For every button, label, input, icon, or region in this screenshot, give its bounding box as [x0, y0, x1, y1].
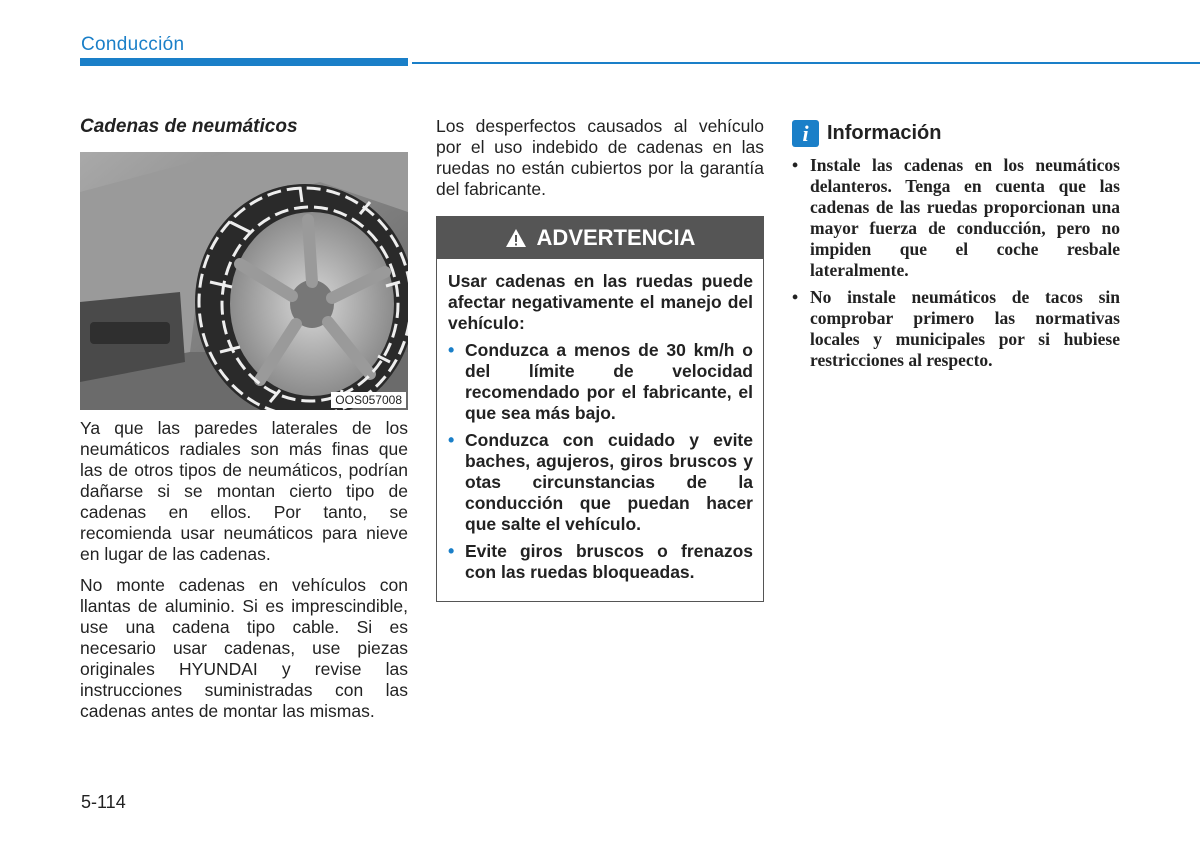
warning-item [448, 541, 753, 583]
bullet-icon: • [448, 541, 455, 561]
body-paragraph: Ya que las paredes laterales de los neumáticos radiales son más finas que las de otros tipos de neumáticos, podrían dañarse si se montan cierto tipo de cadenas en ellos. Por tanto, se recomienda usar neumáticos para nieve en lugar de las cadenas. [80, 418, 408, 564]
warning-item [448, 340, 753, 424]
bullet-icon: • [792, 287, 799, 307]
bullet-icon: • [448, 430, 455, 450]
info-header [792, 120, 1120, 147]
warranty-paragraph: Los desperfectos causados al vehículo por el uso indebido de cadenas en las ruedas no están cubiertos por la garantía del fabricante. [436, 116, 764, 199]
info-item-text: No instale neumáticos de tacos sin comprobar primero las normativas locales y municipales por si hubiese restricciones al respecto. [810, 287, 1120, 370]
header-rule-thin [412, 62, 1200, 64]
warning-item-text: Evite giros bruscos o frenazos con las ruedas bloqueadas. [465, 541, 753, 582]
info-item [792, 287, 1120, 371]
body-paragraph: No monte cadenas en vehículos con llantas de aluminio. Si es imprescindible, use una cadena tipo cable. Si es necesario usar cadenas, use piezas originales HYUNDAI y revise las instrucciones suministradas con las cadenas antes de montar las mismas. [80, 575, 408, 721]
right-column [792, 120, 1120, 377]
bullet-icon: • [448, 340, 455, 360]
warning-header [437, 217, 763, 259]
tire-chain-illustration [80, 152, 408, 410]
header-rule-thick [80, 58, 408, 66]
info-title: Información [827, 122, 942, 144]
tire-chain-figure [80, 152, 408, 410]
section-header: Conducción [81, 34, 185, 55]
warning-intro: Usar cadenas en las ruedas puede afectar negativamente el manejo del vehículo: [448, 271, 753, 333]
info-icon: i [792, 120, 819, 147]
page-number: 5-114 [81, 792, 126, 812]
warning-item-text: Conduzca a menos de 30 km/h o del límite de velocidad recomendado por el fabricante, el que sea más bajo. [465, 340, 753, 423]
warning-item-text: Conduzca con cuidado y evite baches, agujeros, giros bruscos y otas circunstancias de la conducción que puedan hacer que salte el vehículo. [465, 430, 753, 534]
info-item [792, 155, 1120, 281]
warning-box [436, 216, 764, 602]
warning-title: ADVERTENCIA [536, 225, 696, 250]
middle-column [436, 116, 764, 602]
info-item-text: Instale las cadenas en los neumáticos delanteros. Tenga en cuenta que las cadenas de las ruedas proporcionan una mayor fuerza de conducción, pero no impiden que el coche resbale lateralmente. [810, 155, 1120, 280]
bullet-icon: • [792, 155, 799, 175]
warning-body [437, 259, 763, 601]
warning-item [448, 430, 753, 535]
warning-list [448, 340, 753, 583]
left-column [80, 116, 408, 722]
warning-triangle-icon [505, 228, 527, 248]
figure-code: OOS057008 [331, 392, 406, 408]
section-title: Cadenas de neumáticos [80, 116, 298, 137]
info-list [792, 155, 1120, 371]
